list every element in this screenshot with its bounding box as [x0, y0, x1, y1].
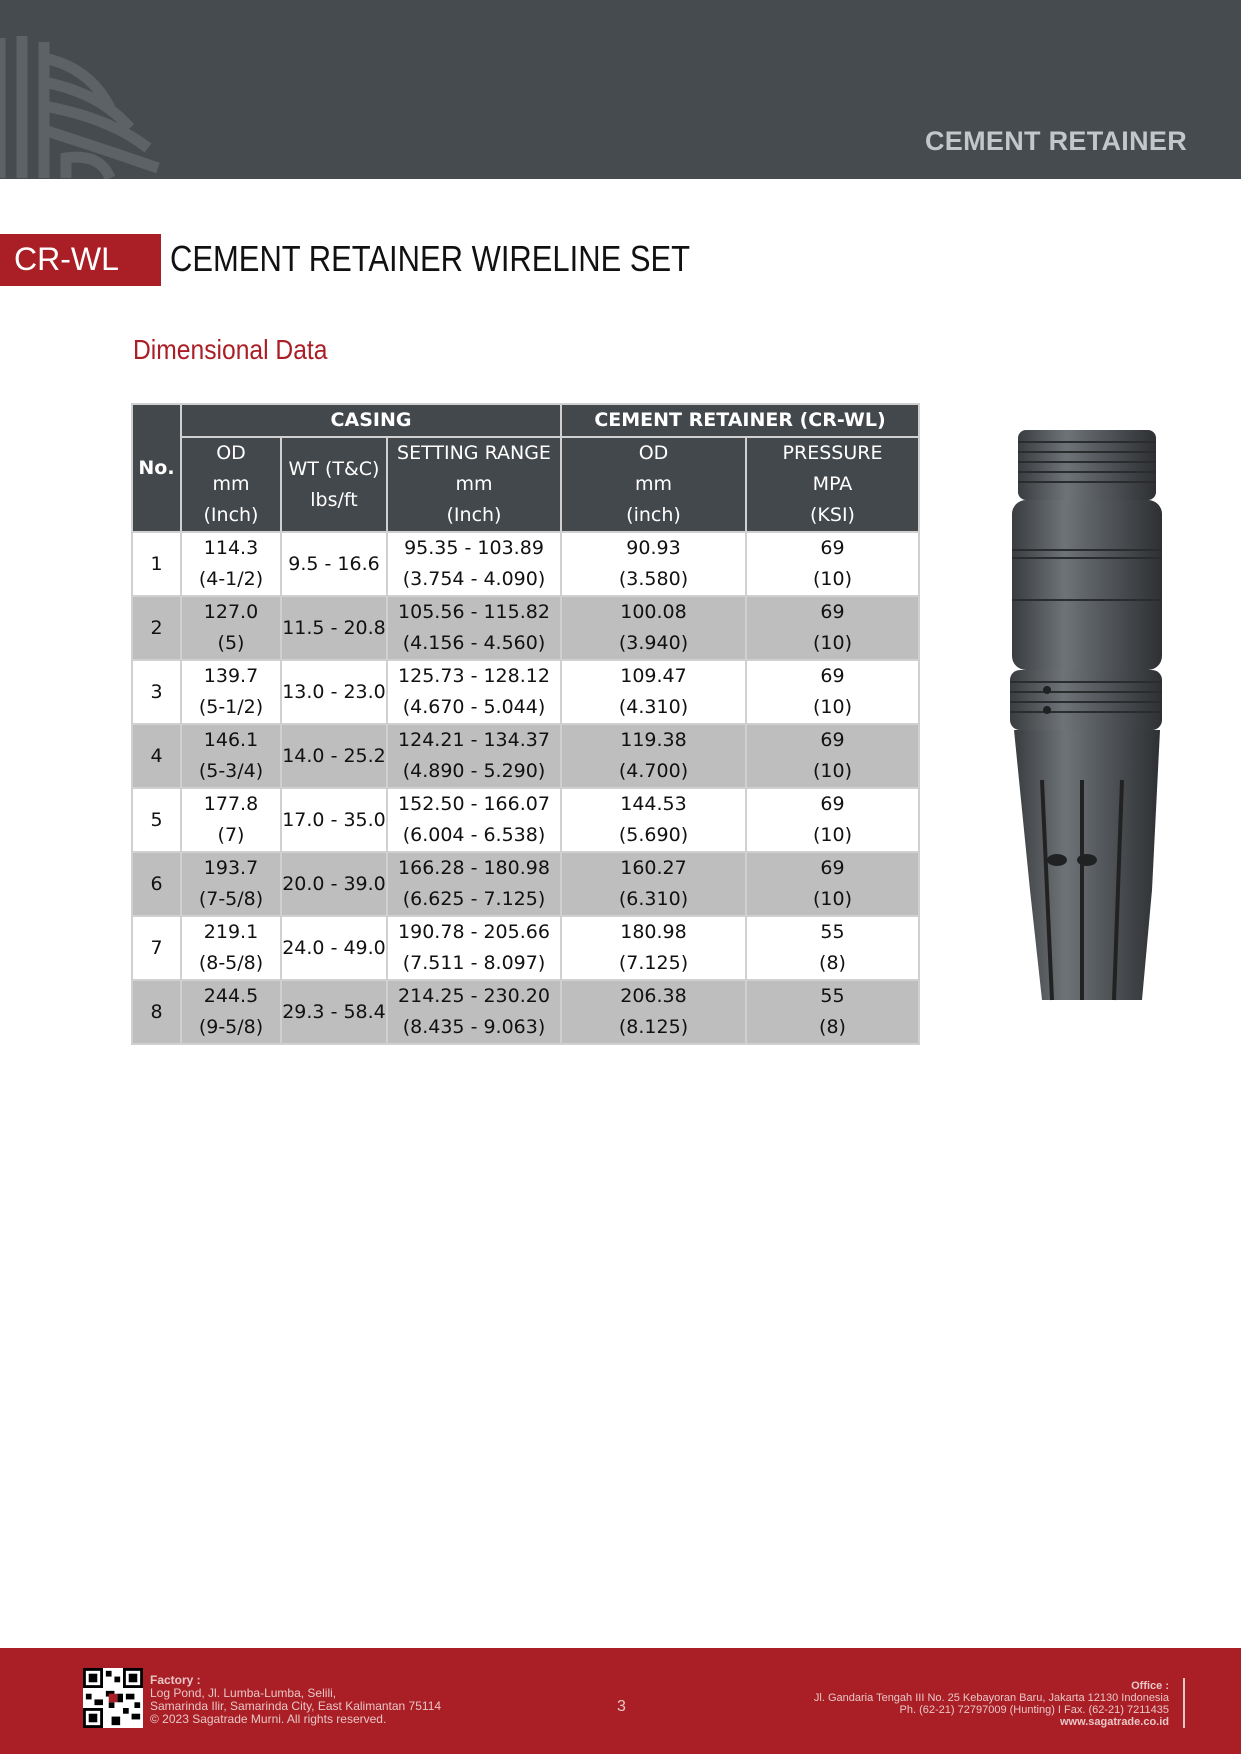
cell-value: (10): [812, 824, 852, 846]
header-cement-retainer: CEMENT RETAINER (CR-WL): [561, 404, 919, 437]
table-cell: [561, 916, 746, 980]
cell-value: 190.78 - 205.66: [398, 921, 550, 943]
table-cell: [281, 660, 387, 724]
table-cell: [561, 852, 746, 916]
qr-code-icon: [83, 1668, 143, 1728]
table-cell: [181, 916, 281, 980]
table-cell: [561, 532, 746, 596]
cell-value: (6.310): [618, 888, 689, 910]
cell-value: 69: [820, 729, 845, 751]
cell-value: 146.1: [203, 729, 259, 751]
dimensional-data-table: [131, 403, 920, 1045]
table-cell: [746, 724, 919, 788]
cell-value: 244.5: [203, 985, 259, 1007]
table-row: [132, 724, 919, 788]
cell-value: 9.5 - 16.6: [288, 552, 380, 575]
cell-value: 166.28 - 180.98: [398, 857, 550, 879]
header-line: (KSI): [810, 504, 855, 526]
header-line: mm: [455, 473, 493, 495]
header-line: mm: [634, 473, 673, 495]
cell-value: 125.73 - 128.12: [398, 665, 550, 687]
table-cell: [746, 980, 919, 1044]
table-cell: [387, 532, 561, 596]
company-logo-mark: [0, 18, 180, 179]
cell-value: (10): [812, 888, 852, 910]
header-weight: [281, 437, 387, 532]
cell-value: 144.53: [620, 793, 687, 815]
cell-value: (5-1/2): [198, 696, 264, 718]
table-cell: [281, 980, 387, 1044]
cell-value: (8.435 - 9.063): [402, 1016, 546, 1038]
cement-retainer-product-image: [1002, 420, 1167, 1010]
header-line: OD: [216, 442, 246, 464]
table-cell: [561, 980, 746, 1044]
cell-no: 4: [132, 724, 181, 788]
cell-value: 206.38: [620, 985, 687, 1007]
footer-divider: [1183, 1678, 1185, 1728]
cell-value: 11.5 - 20.8: [282, 616, 386, 639]
header-title: CEMENT RETAINER: [924, 126, 1187, 156]
page-footer: [0, 1648, 1241, 1754]
cell-value: (4.310): [618, 696, 689, 718]
table-cell: [561, 596, 746, 660]
table-cell: [746, 852, 919, 916]
cell-value: (7.125): [618, 952, 689, 974]
table-row: [132, 660, 919, 724]
cell-value: 20.0 - 39.0: [282, 872, 386, 895]
table-row: [132, 788, 919, 852]
header-line: OD: [638, 442, 669, 464]
page-number: 3: [617, 1698, 626, 1715]
cell-value: 90.93: [626, 537, 681, 559]
cell-value: (8): [819, 952, 846, 974]
cell-value: (5.690): [618, 824, 689, 846]
table-cell: [387, 980, 561, 1044]
cell-value: 124.21 - 134.37: [398, 729, 550, 751]
cell-value: 127.0: [203, 601, 259, 623]
table-cell: [181, 980, 281, 1044]
factory-line: Samarinda Ilir, Samarinda City, East Kalimantan 75114: [150, 1699, 442, 1713]
copyright: © 2023 Sagatrade Murni. All rights reserved.: [150, 1712, 387, 1726]
office-address: [814, 1680, 1169, 1728]
table-cell: [181, 852, 281, 916]
header-casing-od: [181, 437, 281, 532]
cell-value: (4.700): [618, 760, 689, 782]
table-cell: [181, 596, 281, 660]
table-cell: [181, 532, 281, 596]
table-cell: [387, 660, 561, 724]
page-header: [0, 0, 1241, 179]
cell-value: 69: [820, 537, 845, 559]
table-cell: [746, 788, 919, 852]
cell-value: (7-5/8): [198, 888, 264, 910]
header-no: No.: [132, 404, 181, 532]
cell-value: 95.35 - 103.89: [404, 537, 544, 559]
table-cell: [281, 788, 387, 852]
cell-value: 193.7: [203, 857, 259, 879]
cell-value: 69: [820, 793, 845, 815]
table-cell: [561, 788, 746, 852]
cell-value: 69: [820, 665, 845, 687]
table-cell: [746, 596, 919, 660]
table-cell: [181, 724, 281, 788]
product-code-badge: CR-WL: [0, 234, 161, 286]
header-pressure: [746, 437, 919, 532]
cell-value: 100.08: [620, 601, 687, 623]
cell-no: 7: [132, 916, 181, 980]
table-cell: [281, 852, 387, 916]
table-cell: [561, 724, 746, 788]
table-row: [132, 916, 919, 980]
header-line: (inch): [626, 504, 681, 526]
table-cell: [281, 724, 387, 788]
factory-title: Factory :: [150, 1673, 201, 1687]
table-cell: [746, 916, 919, 980]
table-column-header-row: [132, 437, 919, 532]
cell-value: (3.940): [618, 632, 689, 654]
header-line: (Inch): [203, 504, 259, 526]
header-line: mm: [212, 473, 250, 495]
cell-value: 24.0 - 49.0: [282, 936, 386, 959]
table-cell: [746, 532, 919, 596]
cell-value: 55: [820, 921, 845, 943]
cell-value: 114.3: [203, 537, 259, 559]
cell-value: (5-3/4): [198, 760, 264, 782]
table-group-header-row: [132, 404, 919, 437]
table-cell: [387, 788, 561, 852]
table-cell: [387, 852, 561, 916]
cell-value: (8): [819, 1016, 846, 1038]
header-line: MPA: [812, 473, 853, 495]
table-row: [132, 596, 919, 660]
header-setting-range: [387, 437, 561, 532]
section-title: Dimensional Data: [133, 334, 328, 365]
cell-value: 219.1: [203, 921, 259, 943]
cell-value: (4.670 - 5.044): [402, 696, 546, 718]
table-cell: [387, 916, 561, 980]
website-link[interactable]: www.sagatrade.co.id: [1059, 1716, 1169, 1728]
header-line: PRESSURE: [782, 442, 883, 464]
cell-value: (10): [812, 632, 852, 654]
table-cell: [561, 660, 746, 724]
table-cell: [281, 596, 387, 660]
cell-no: 1: [132, 532, 181, 596]
table-row: [132, 852, 919, 916]
table-row: [132, 532, 919, 596]
header-line: WT (T&C): [288, 457, 380, 480]
cell-value: (4-1/2): [198, 568, 264, 590]
cell-value: 214.25 - 230.20: [398, 985, 550, 1007]
header-retainer-od: [561, 437, 746, 532]
table-cell: [281, 916, 387, 980]
header-line: SETTING RANGE: [397, 442, 551, 464]
cell-value: (3.580): [618, 568, 689, 590]
cell-value: (4.156 - 4.560): [402, 632, 546, 654]
cell-no: 6: [132, 852, 181, 916]
product-title: CEMENT RETAINER WIRELINE SET: [170, 238, 691, 279]
factory-line: Log Pond, Jl. Lumba-Lumba, Selili,: [150, 1686, 337, 1700]
cell-value: 180.98: [620, 921, 687, 943]
cell-value: 177.8: [203, 793, 259, 815]
cell-no: 2: [132, 596, 181, 660]
cell-value: 139.7: [203, 665, 259, 687]
cell-value: (6.625 - 7.125): [402, 888, 546, 910]
cell-value: (7.511 - 8.097): [402, 952, 546, 974]
cell-value: 119.38: [620, 729, 687, 751]
cell-value: (4.890 - 5.290): [402, 760, 546, 782]
table-body: [132, 532, 919, 1044]
cell-value: 69: [820, 601, 845, 623]
table-row: [132, 980, 919, 1044]
table-cell: [281, 532, 387, 596]
table-cell: [387, 596, 561, 660]
cell-value: 69: [820, 857, 845, 879]
cell-no: 8: [132, 980, 181, 1044]
cell-value: (10): [812, 696, 852, 718]
table-cell: [387, 724, 561, 788]
cell-no: 3: [132, 660, 181, 724]
cell-value: 160.27: [620, 857, 687, 879]
table-cell: [746, 660, 919, 724]
cell-value: (10): [812, 760, 852, 782]
cell-value: 55: [820, 985, 845, 1007]
office-line: Ph. (62-21) 72797009 (Hunting) I Fax. (62-21) 7211435: [899, 1704, 1169, 1716]
factory-address: [150, 1674, 441, 1726]
cell-value: (5): [217, 632, 245, 654]
cell-value: (8-5/8): [198, 952, 264, 974]
cell-value: 152.50 - 166.07: [398, 793, 550, 815]
header-line: lbs/ft: [310, 488, 358, 511]
cell-value: 109.47: [620, 665, 687, 687]
header-line: (Inch): [446, 504, 502, 526]
cell-value: 29.3 - 58.4: [282, 1000, 386, 1023]
cell-value: (10): [812, 568, 852, 590]
cell-value: 17.0 - 35.0: [282, 808, 386, 831]
cell-value: (3.754 - 4.090): [402, 568, 546, 590]
cell-no: 5: [132, 788, 181, 852]
cell-value: (9-5/8): [198, 1016, 264, 1038]
cell-value: 105.56 - 115.82: [398, 601, 550, 623]
cell-value: (7): [217, 824, 245, 846]
cell-value: (6.004 - 6.538): [402, 824, 546, 846]
header-casing: CASING: [181, 404, 561, 437]
office-title: Office :: [1131, 1680, 1169, 1692]
table-cell: [181, 660, 281, 724]
office-line: Jl. Gandaria Tengah III No. 25 Kebayoran Baru, Jakarta 12130 Indonesia: [813, 1692, 1169, 1704]
cell-value: 13.0 - 23.0: [282, 680, 386, 703]
cell-value: 14.0 - 25.2: [282, 744, 386, 767]
cell-value: (8.125): [618, 1016, 689, 1038]
table-cell: [181, 788, 281, 852]
